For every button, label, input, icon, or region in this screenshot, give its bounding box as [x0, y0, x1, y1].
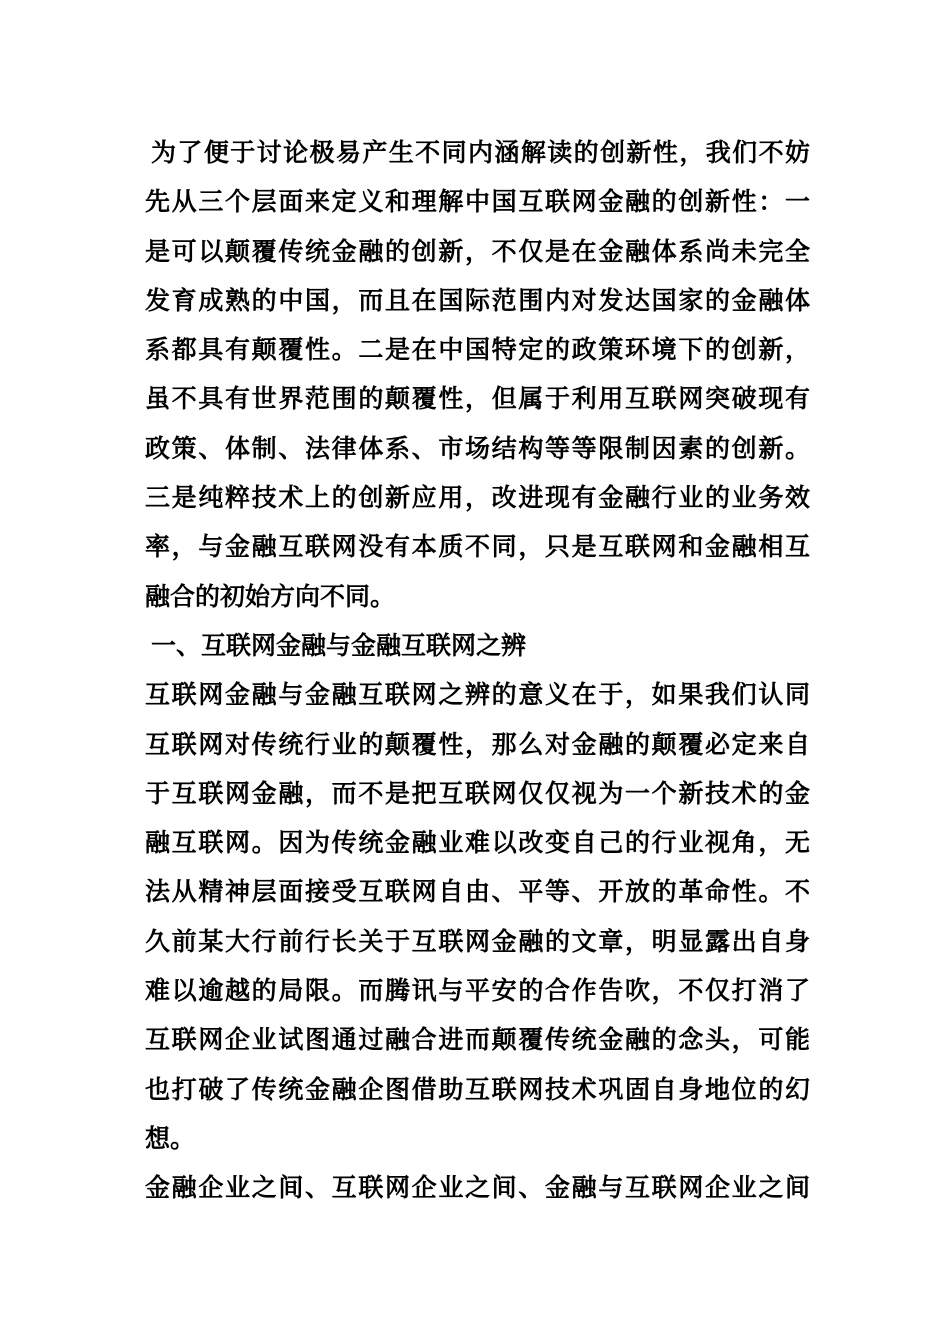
text-line: 为了便于讨论极易产生不同内涵解读的创新性，我们不妨: [151, 138, 810, 167]
text-line: 法从精神层面接受互联网自由、平等、开放的革命性。不: [145, 877, 810, 907]
text-line: 久前某大行前行长关于互联网金融的文章，明显露出自身: [145, 926, 810, 956]
text-line: 发育成熟的中国，而且在国际范围内对发达国家的金融体: [145, 285, 810, 315]
text-line: 率，与金融互联网没有本质不同，只是互联网和金融相互: [145, 532, 810, 562]
text-line: 先从三个层面来定义和理解中国互联网金融的创新性：一: [145, 187, 810, 217]
text-line: 金融企业之间、互联网企业之间、金融与互联网企业之间: [145, 1173, 810, 1203]
text-line: 政策、体制、法律体系、市场结构等等限制因素的创新。: [145, 433, 810, 463]
text-line: 互联网对传统行业的颠覆性，那么对金融的颠覆必定来自: [145, 729, 810, 759]
text-line: 难以逾越的局限。而腾讯与平安的合作告吹，不仅打消了: [145, 976, 810, 1006]
paragraph-innovation-levels: [145, 128, 810, 621]
text-line: 也打破了传统金融企图借助互联网技术巩固自身地位的幻: [145, 1074, 810, 1104]
text-line: 互联网金融与金融互联网之辨的意义在于，如果我们认同: [145, 680, 810, 710]
text-line: 虽不具有世界范围的颠覆性，但属于利用互联网突破现有: [145, 384, 810, 414]
section-heading: 一、互联网金融与金融互联网之辨: [151, 630, 527, 660]
text-line: 三是纯粹技术上的创新应用，改进现有金融行业的业务效: [145, 483, 810, 513]
text-line: 想。: [145, 1123, 196, 1153]
text-line: 融互联网。因为传统金融业难以改变自己的行业视角，无: [145, 828, 810, 858]
paragraph-distinction: [145, 670, 810, 1163]
text-line: 融合的初始方向不同。: [145, 581, 396, 611]
text-line: 互联网企业试图通过融合进而颠覆传统金融的念头，可能: [145, 1025, 810, 1055]
text-line: 是可以颠覆传统金融的创新，不仅是在金融体系尚未完全: [145, 236, 810, 266]
text-line: 系都具有颠覆性。二是在中国特定的政策环境下的创新，: [145, 335, 810, 365]
document-body: [145, 128, 810, 1213]
text-line: 于互联网金融，而不是把互联网仅仅视为一个新技术的金: [145, 778, 810, 808]
paragraph-between-enterprises: [145, 1163, 810, 1212]
